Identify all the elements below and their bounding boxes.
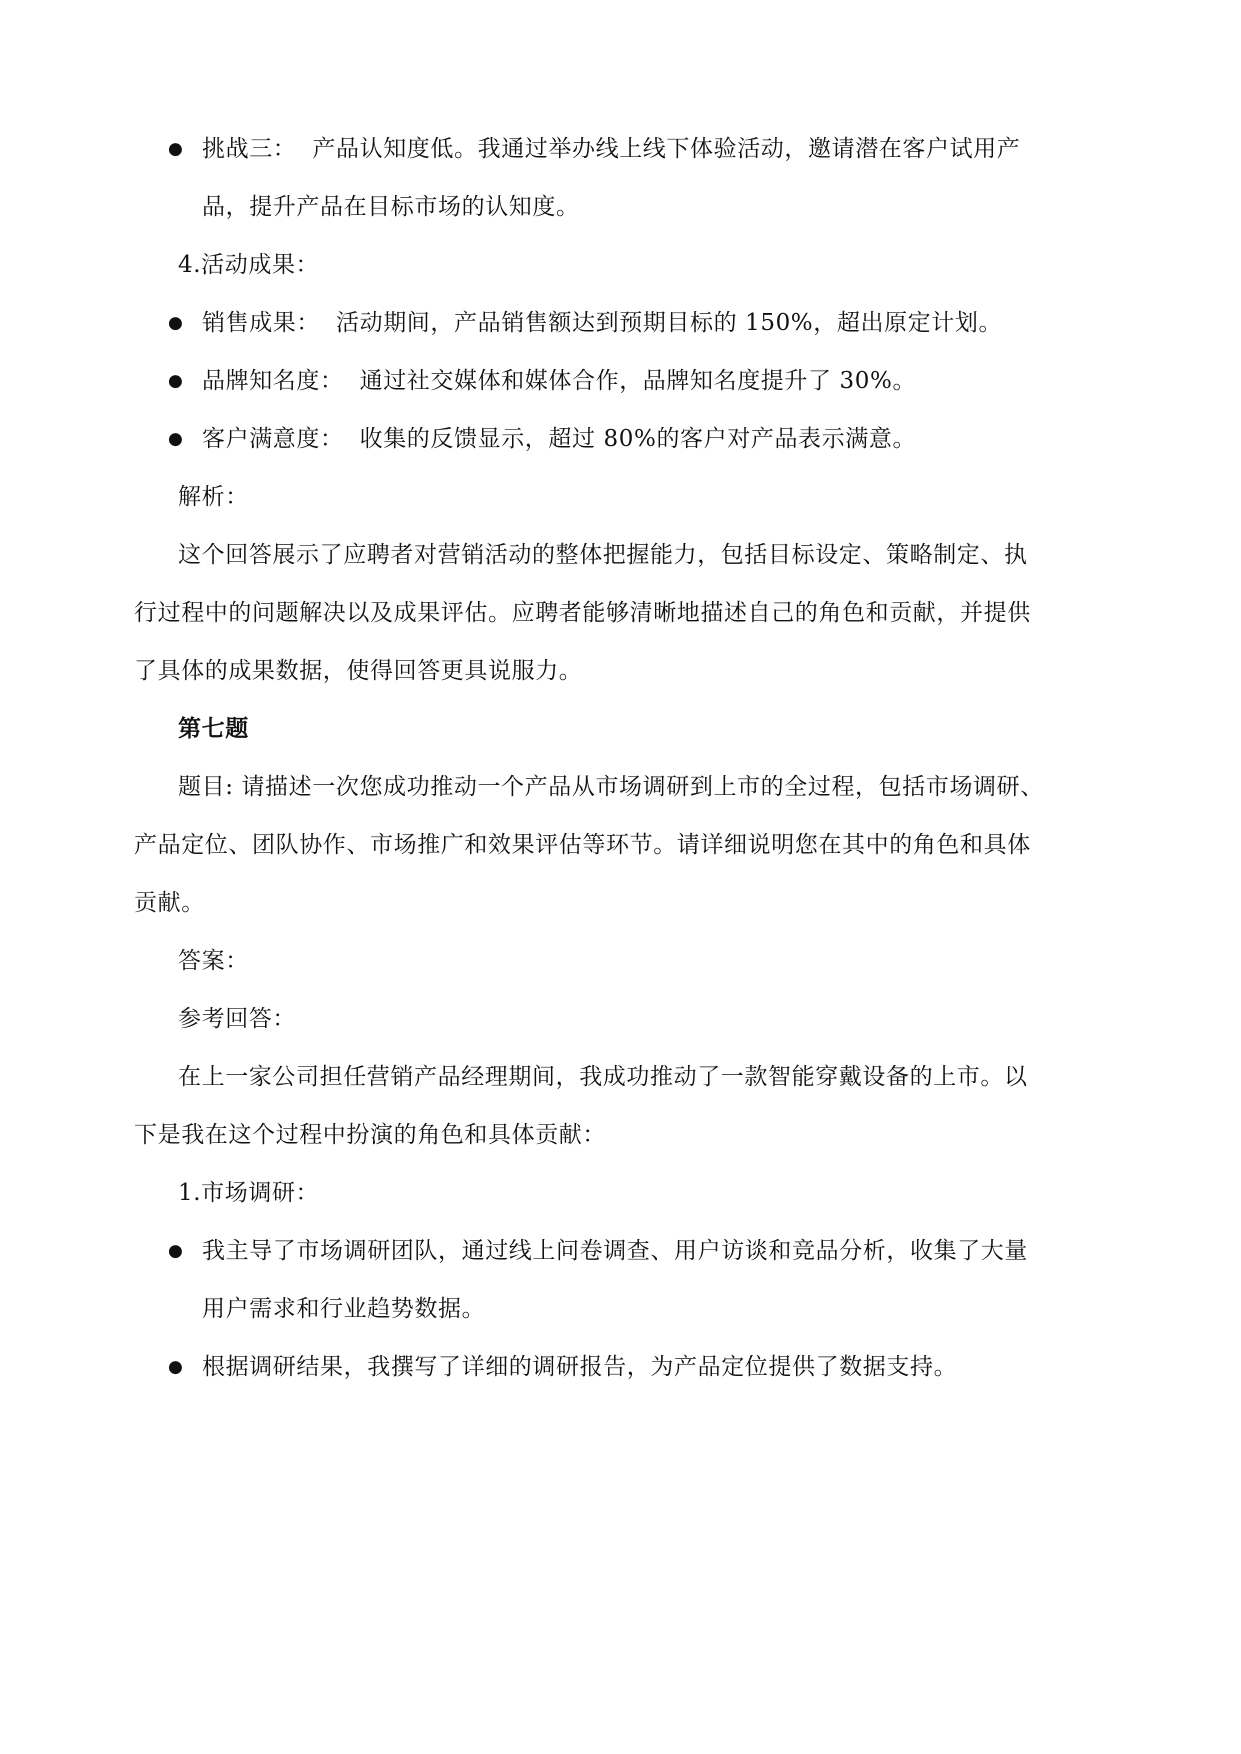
question-title: 第七题: [178, 715, 249, 742]
bullet-icon: ●: [168, 1241, 183, 1261]
intro-line-2: 下是我在这个过程中扮演的角色和具体贡献：: [134, 1122, 606, 1148]
bullet-icon: ●: [168, 1357, 183, 1377]
analysis-line-1: 这个回答展示了应聘者对营销活动的整体把握能力，包括目标设定、策略制定、执: [178, 542, 1028, 568]
challenge3-text-line1: 产品认知度低。我通过举办线上线下体验活动，邀请潜在客户试用产: [312, 136, 1021, 162]
research-heading: 1.市场调研：: [178, 1180, 320, 1206]
question-line-3: 贡献。: [134, 890, 205, 916]
analysis-line-3: 了具体的成果数据，使得回答更具说服力。: [134, 658, 583, 684]
result-item-brand: [202, 365, 916, 397]
research-item-1-line1: 我主导了市场调研团队，通过线上问卷调查、用户访谈和竞品分析，收集了大量: [202, 1238, 1028, 1264]
bullet-icon: ●: [168, 313, 183, 333]
bullet-icon: ●: [168, 429, 183, 449]
answer-label: 答案：: [178, 948, 249, 974]
result-label: 客户满意度：: [202, 426, 344, 452]
question-line-1: 题目: 请描述一次您成功推动一个产品从市场调研到上市的全过程，包括市场调研、: [178, 774, 1044, 800]
result-text: 活动期间，产品销售额达到预期目标的 150%，超出原定计划。: [336, 310, 1003, 336]
result-text: 通过社交媒体和媒体合作，品牌知名度提升了 30%。: [359, 368, 917, 394]
research-item-2-line1: 根据调研结果，我撰写了详细的调研报告，为产品定位提供了数据支持。: [202, 1354, 958, 1380]
challenge3-line1: [202, 133, 1020, 165]
analysis-line-2: 行过程中的问题解决以及成果评估。应聘者能够清晰地描述自己的角色和贡献，并提供: [134, 600, 1031, 626]
result-item-satisfaction: [202, 423, 916, 455]
results-heading: 4.活动成果：: [178, 252, 320, 278]
intro-line-1: 在上一家公司担任营销产品经理期间，我成功推动了一款智能穿戴设备的上市。以: [178, 1064, 1028, 1090]
challenge3-text-line2: 品，提升产品在目标市场的认知度。: [202, 194, 580, 220]
result-label: 销售成果：: [202, 310, 320, 336]
result-label: 品牌知名度：: [202, 368, 344, 394]
analysis-label: 解析：: [178, 484, 249, 510]
bullet-icon: ●: [168, 139, 183, 159]
challenge3-label: 挑战三：: [202, 136, 297, 162]
result-item-sales: [202, 307, 1002, 339]
reference-label: 参考回答：: [178, 1006, 296, 1032]
research-item-1-line2: 用户需求和行业趋势数据。: [202, 1296, 486, 1322]
result-text: 收集的反馈显示，超过 80%的客户对产品表示满意。: [359, 426, 917, 452]
question-line-2: 产品定位、团队协作、市场推广和效果评估等环节。请详细说明您在其中的角色和具体: [134, 832, 1031, 858]
bullet-icon: ●: [168, 371, 183, 391]
